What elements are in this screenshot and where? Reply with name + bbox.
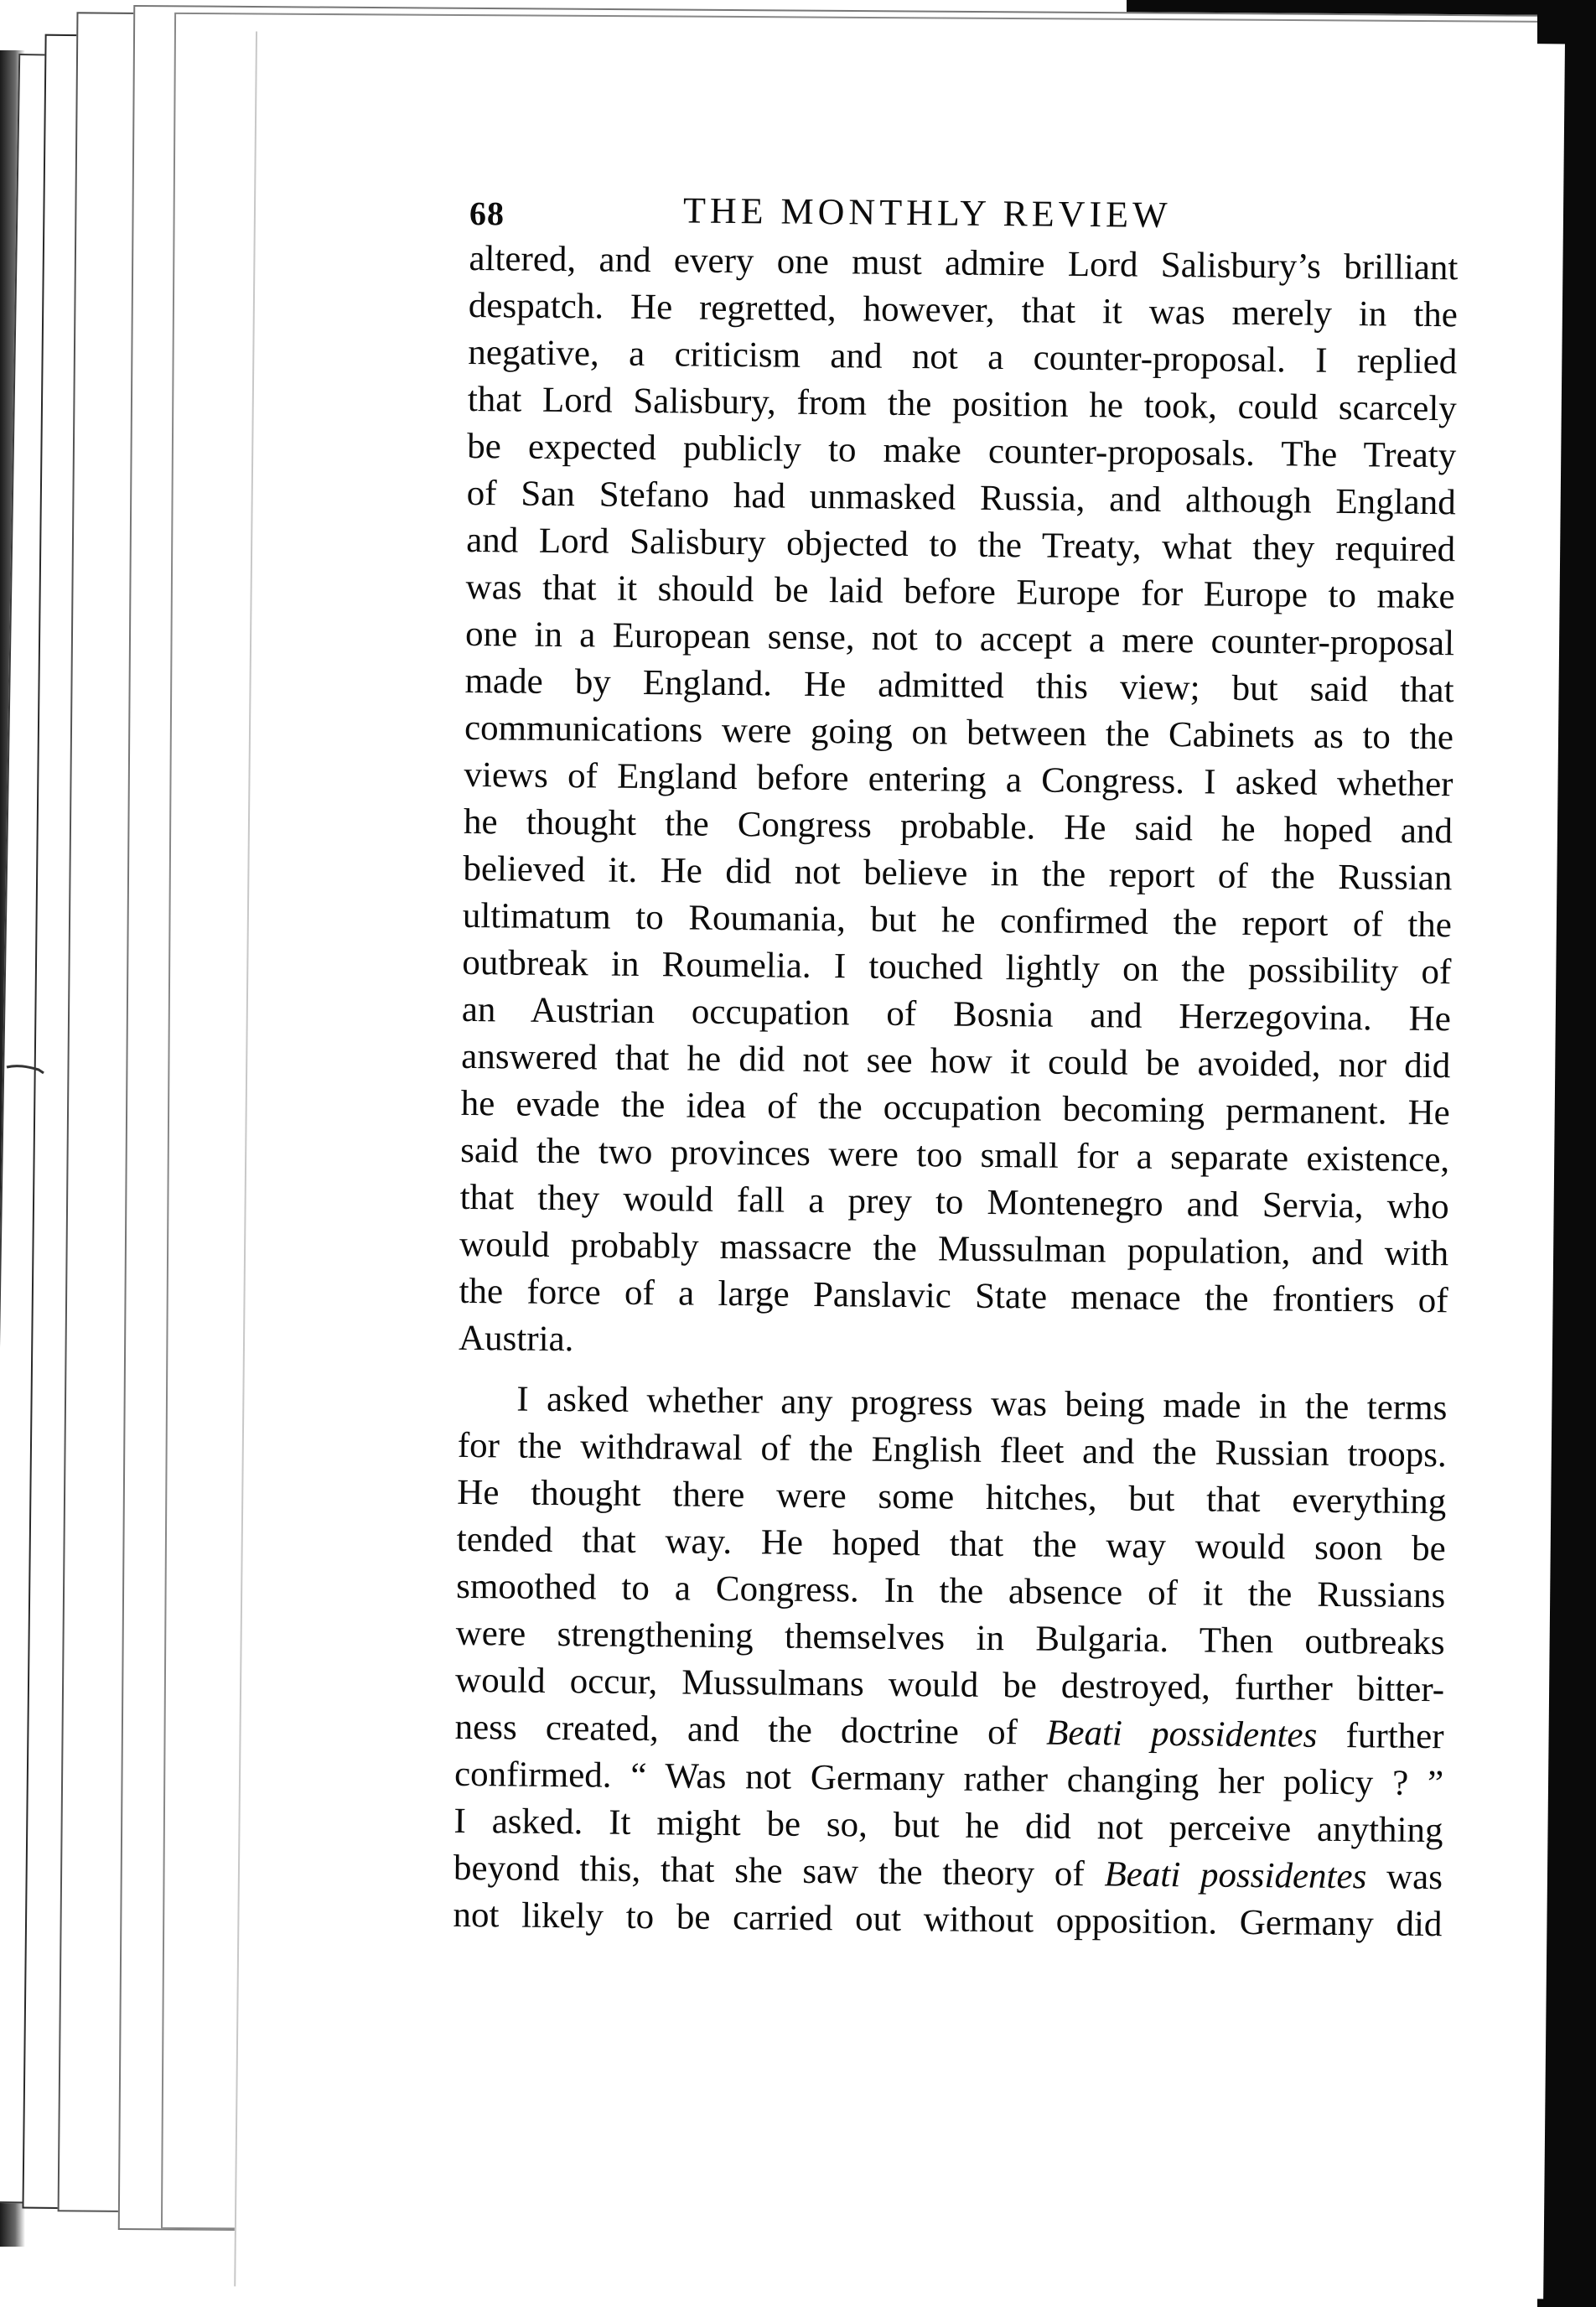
text-line: would occur, Mussulmans would be destroyed, further bitter-: [454, 1660, 1445, 1710]
text-line: communications were going on between the Cabinets as to the: [464, 708, 1454, 758]
text-line: that they would fall a prey to Montenegro and Servia, who: [459, 1177, 1449, 1227]
text-line: answered that he did not see how it could be avoided, nor did: [461, 1036, 1451, 1086]
text-line: and Lord Salisbury objected to the Treaty, what they required: [465, 520, 1456, 570]
text-line: He thought there were some hitches, but that everything: [457, 1472, 1447, 1522]
margin-mark-icon: [5, 1063, 45, 1075]
text-line: altered, and every one must admire Lord Salisbury’s brilliant: [469, 238, 1459, 288]
text-line: I asked. It might be so, but he did not perceive anything: [453, 1801, 1443, 1851]
italic-phrase: Beati possidentes: [1045, 1713, 1318, 1755]
text-line: believed it. He did not believe in the report of the Russian: [463, 848, 1453, 899]
running-head: [469, 163, 1459, 245]
text-line: negative, a criticism and not a counter-proposal. I replied: [468, 332, 1458, 382]
text-line: tended that way. He hoped that the way would soon be: [456, 1519, 1446, 1569]
text-line: not likely to be carried out without opposition. Germany did: [453, 1895, 1443, 1945]
text-line: he evade the idea of the occupation becoming permanent. He: [460, 1083, 1450, 1133]
book-page: [234, 32, 1565, 2299]
text-line: confirmed. “ Was not Germany rather changing her policy ? ”: [453, 1754, 1444, 1804]
text-line: that Lord Salisbury, from the position he took, could scarcely: [467, 379, 1458, 429]
page-number: 68: [469, 194, 505, 233]
text-line: said the two provinces were too small for a separate existence,: [460, 1130, 1450, 1180]
text-line: ultimatum to Roumania, but he confirmed the report of the: [462, 895, 1453, 946]
text-line: made by England. He admitted this view; but said that: [464, 661, 1454, 711]
paragraph-1: [459, 236, 1459, 1371]
text-line: outbreak in Roumelia. I touched lightly on the possibility of: [462, 942, 1452, 993]
text-line: were strengthening themselves in Bulgaria. Then outbreaks: [455, 1613, 1445, 1663]
text-line: views of England before entering a Congress. I asked whether: [464, 754, 1454, 805]
text-line: of San Stefano had unmasked Russia, and although England: [466, 473, 1456, 523]
journal-title: THE MONTHLY REVIEW: [682, 189, 1172, 236]
text-line: I asked whether any progress was being made in the terms: [516, 1379, 1448, 1428]
text-line: an Austrian occupation of Bosnia and Herzegovina. He: [461, 989, 1452, 1039]
text-line: the force of a large Panslavic State menace the frontiers of: [459, 1271, 1448, 1321]
text-line: despatch. He regretted, however, that it was merely in the: [468, 285, 1459, 335]
text-line: for the withdrawal of the English fleet and the Russian troops.: [457, 1425, 1448, 1475]
text-line: smoothed to a Congress. In the absence of it the Russians: [456, 1566, 1446, 1616]
text-line: be expected publicly to make counter-proposals. The Treaty: [467, 426, 1457, 476]
italic-phrase: Beati possidentes: [1104, 1854, 1367, 1897]
text-segment: beyond this, that she saw the theory of: [453, 1848, 1105, 1895]
text-segment: further: [1317, 1715, 1444, 1757]
text-line: would probably massacre the Mussulman population, and with: [459, 1224, 1449, 1274]
page-text: [453, 163, 1459, 1948]
text-line: Austria.: [458, 1318, 574, 1360]
text-line: was that it should be laid before Europe for Europe to make: [465, 567, 1455, 617]
text-segment: was: [1366, 1857, 1443, 1898]
text-line: one in a European sense, not to accept a mere counter-proposal: [464, 614, 1455, 664]
text-segment: ness created, and the doctrine of: [454, 1707, 1047, 1753]
paragraph-2: [453, 1376, 1447, 1948]
text-line: he thought the Congress probable. He said he hoped and: [463, 801, 1454, 852]
